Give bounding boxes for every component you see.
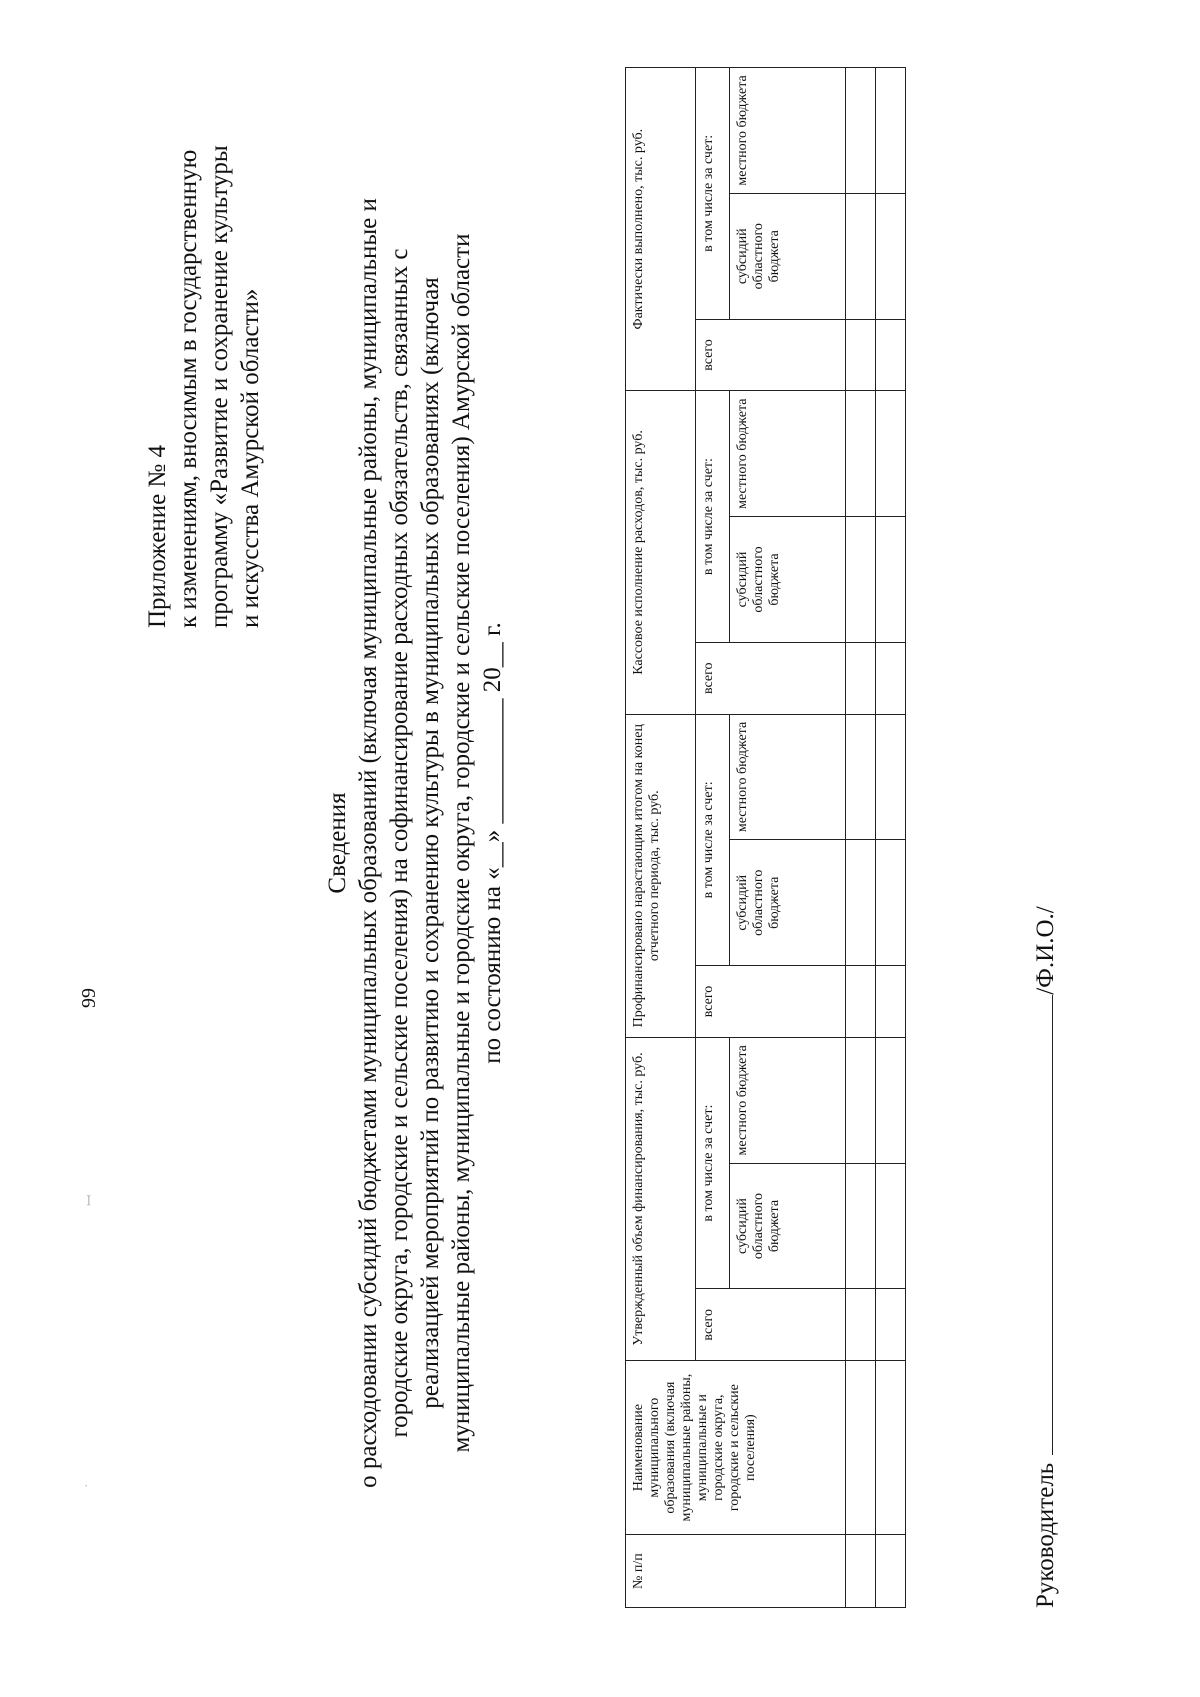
document-heading (322, 78, 508, 1608)
heading-line: о расходовании субсидий бюджетами муниципальных образований (включая муниципальные районы, муниципальные и (355, 198, 382, 1488)
signature-fio: /Ф.И.О./ (1032, 906, 1059, 995)
header-approved: Утвержденный объем финансирования, тыс. руб. (626, 1037, 696, 1360)
signature-block (1030, 906, 1060, 1608)
report-table-wrap (625, 67, 906, 1608)
header-num: № п/п (626, 1535, 846, 1608)
table-row (876, 68, 906, 1608)
appendix-line: программу «Развитие и сохранение культуры (206, 145, 233, 628)
header-local-budget: местного бюджета (730, 391, 846, 517)
header-municipality: Наименование муниципального образования (включая муниципальные районы, муниципальные и городские округа, городские и сельские поселения) (626, 1361, 846, 1535)
signature-line (1030, 995, 1053, 1455)
header-cash-execution: Кассовое исполнение расходов, тыс. руб. (626, 391, 696, 714)
header-local-budget: местного бюджета (730, 68, 846, 194)
heading-line: муниципальные районы, муниципальные и городские округа, городские и сельские поселения) Амурской области (448, 233, 475, 1453)
table-header-row (626, 68, 696, 1608)
heading-line: городские округа, городские и сельские поселения) на софинансирование расходных обязательств, связанных с (386, 248, 413, 1438)
header-total: всего (696, 642, 846, 714)
header-incl: в том числе за счет: (696, 391, 730, 643)
page-number: 99 (78, 988, 100, 1008)
heading-title: Сведения (324, 792, 351, 894)
header-incl: в том числе за счет: (696, 68, 730, 320)
header-total: всего (696, 319, 846, 391)
appendix-line: Приложение № 4 (144, 444, 171, 628)
heading-date-line: по состоянию на «__» __________ 20__ г. (479, 622, 506, 1064)
scan-mark: ꟷ (83, 1194, 98, 1206)
header-incl: в том числе за счет: (696, 714, 730, 966)
report-table (625, 67, 906, 1608)
header-incl: в том числе за счет: (696, 1037, 730, 1289)
appendix-line: к изменениям, вносимым в государственную (175, 149, 202, 628)
header-financed: Профинансировано нарастающим итогом на конец отчетного периода, тыс. руб. (626, 714, 696, 1037)
signature-label: Руководитель (1032, 1462, 1059, 1608)
header-regional-subsidy: субсидий областного бюджета (730, 517, 846, 643)
table-row (846, 68, 876, 1608)
header-regional-subsidy: субсидий областного бюджета (730, 1163, 846, 1289)
header-local-budget: местного бюджета (730, 714, 846, 840)
header-local-budget: местного бюджета (730, 1037, 846, 1163)
appendix-line: и искусства Амурской области» (237, 288, 264, 628)
appendix-block (142, 145, 266, 628)
header-regional-subsidy: субсидий областного бюджета (730, 840, 846, 966)
heading-line: реализацией мероприятий по развитию и сохранению культуры в муниципальных образованиях (включая (417, 277, 444, 1409)
header-actual: Фактически выполнено, тыс. руб. (626, 68, 696, 391)
document-page (50, 28, 1150, 1668)
header-total: всего (696, 1289, 846, 1361)
header-total: всего (696, 966, 846, 1038)
header-regional-subsidy: субсидий областного бюджета (730, 193, 846, 319)
scan-mark: · (80, 1483, 95, 1488)
